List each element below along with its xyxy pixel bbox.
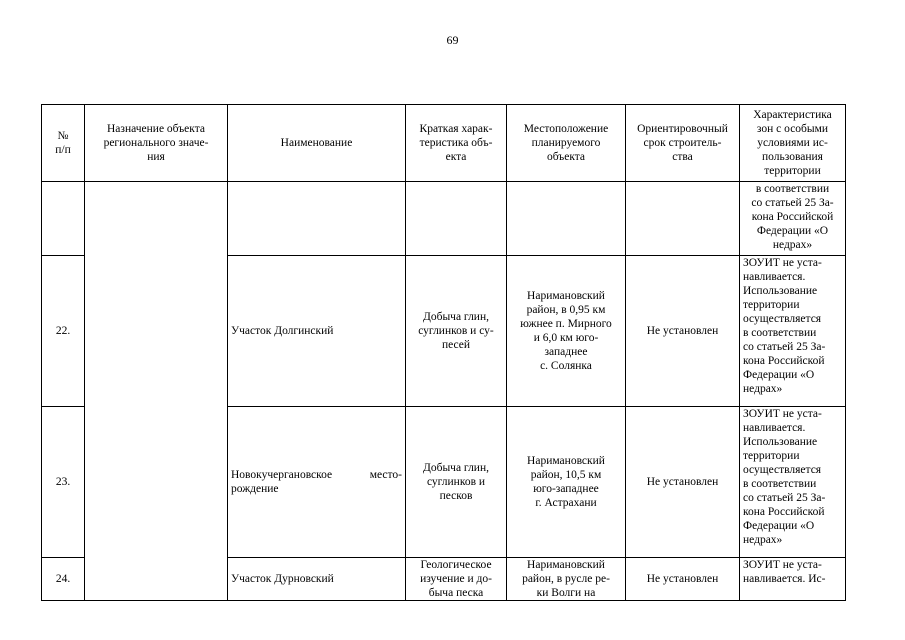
- cell-term-empty: [626, 182, 740, 256]
- page-number: 69: [446, 33, 459, 47]
- name-line-1: [231, 468, 402, 482]
- regional-objects-table: [41, 104, 846, 601]
- cell-description: Геологическое изучение и до- быча песка: [406, 558, 507, 601]
- cell-name: [228, 407, 406, 558]
- cell-zones-continuation: в соответствии со статьей 25 За- кона Российской Федерации «О недрах»: [740, 182, 846, 256]
- cell-zones: ЗОУИТ не уста- навливается. Ис-: [740, 558, 846, 601]
- cell-zones: ЗОУИТ не уста- навливается. Использование территории осуществляется в соответствии со статьей 25 За- кона Российской Федерации «О недрах»: [740, 407, 846, 558]
- cell-location: Наримановский район, в русле ре- ки Волги на: [507, 558, 626, 601]
- cell-term: Не установлен: [626, 407, 740, 558]
- cell-num-empty: [42, 182, 85, 256]
- header-name: Наименование: [228, 105, 406, 182]
- table-row-continuation: [42, 182, 846, 256]
- cell-term: Не установлен: [626, 256, 740, 407]
- cell-num: 23.: [42, 407, 85, 558]
- header-description: Краткая харак- теристика объ- екта: [406, 105, 507, 182]
- cell-location-empty: [507, 182, 626, 256]
- cell-term: Не установлен: [626, 558, 740, 601]
- header-zones: Характеристика зон с особыми условиями ис- пользования территории: [740, 105, 846, 182]
- cell-location: Наримановский район, 10,5 км юго-западнее г. Астрахани: [507, 407, 626, 558]
- cell-num: 22.: [42, 256, 85, 407]
- cell-name: Участок Долгинский: [228, 256, 406, 407]
- cell-location: Наримановский район, в 0,95 км южнее п. Мирного и 6,0 км юго- западнее с. Солянка: [507, 256, 626, 407]
- cell-description: Добыча глин, суглинков и су- песей: [406, 256, 507, 407]
- cell-purpose-merged: [85, 182, 228, 601]
- header-location: Местоположение планируемого объекта: [507, 105, 626, 182]
- table-header-row: [42, 105, 846, 182]
- cell-name-empty: [228, 182, 406, 256]
- cell-num: 24.: [42, 558, 85, 601]
- cell-zones: ЗОУИТ не уста- навливается. Использование территории осуществляется в соответствии со статьей 25 За- кона Российской Федерации «О недрах»: [740, 256, 846, 407]
- name-part-1: Новокучергановское: [231, 469, 333, 481]
- header-term: Ориентировочный срок строитель- ства: [626, 105, 740, 182]
- cell-description-empty: [406, 182, 507, 256]
- header-num: № п/п: [42, 105, 85, 182]
- cell-description: Добыча глин, суглинков и песков: [406, 407, 507, 558]
- name-part-3: рождение: [231, 483, 279, 495]
- header-purpose: Назначение объекта регионального значе- ния: [85, 105, 228, 182]
- cell-name: Участок Дурновский: [228, 558, 406, 601]
- name-part-2: место-: [369, 469, 402, 481]
